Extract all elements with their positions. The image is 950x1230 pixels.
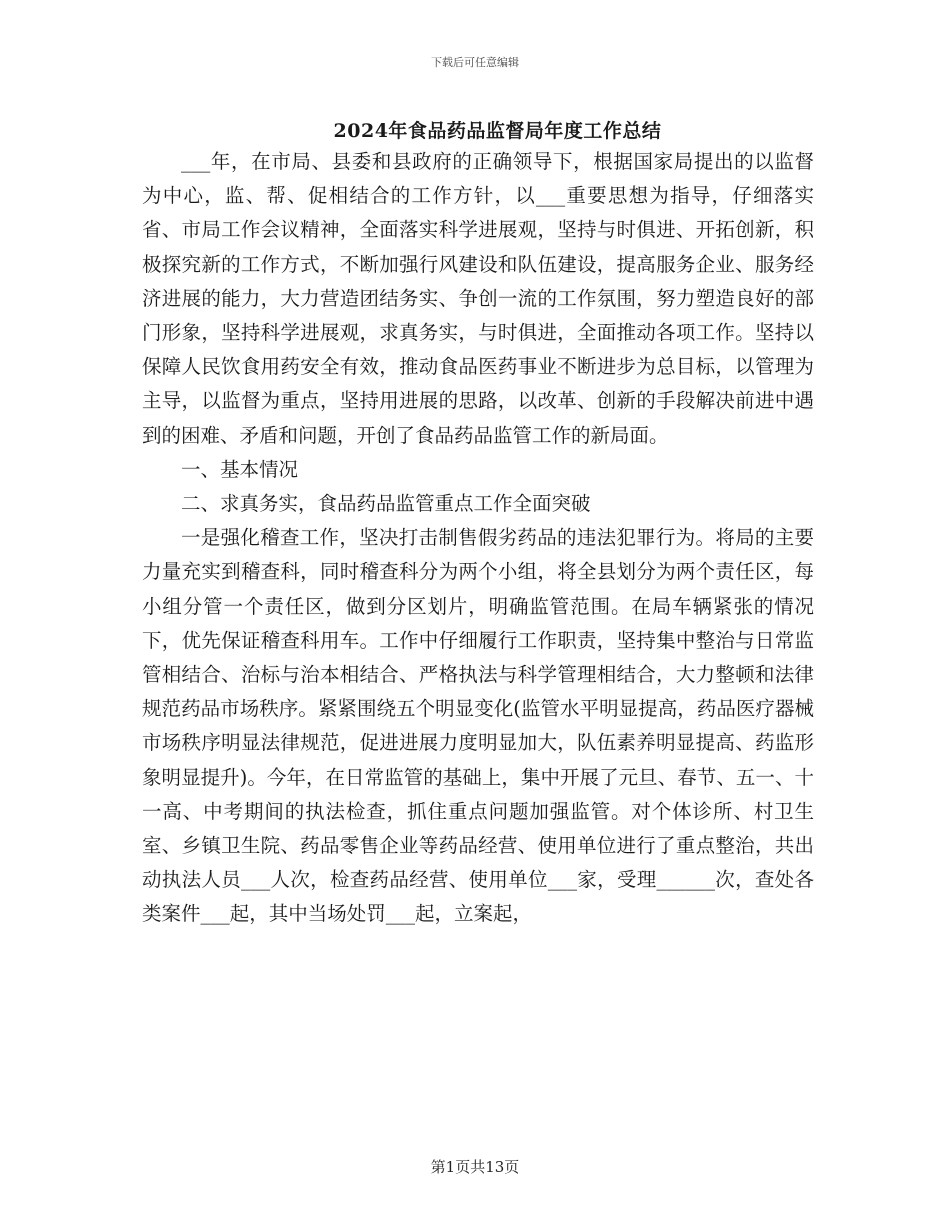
paragraph-inspection: 一是强化稽查工作，坚决打击制售假劣药品的违法犯罪行为。将局的主要力量充实到稽查科，同时稽查科分为两个小组，将全县划分为两个责任区，每小组分管一个责任区，做到分区划片，明确监管范围。在局车辆紧张的情况下，优先保证稽查科用车。工作中仔细履行工作职责，坚持集中整治与日常监管相结合、治标与治本相结合、严格执法与科学管理相结合，大力整顿和法律规范药品市场秩序。紧紧围绕五个明显变化(监管水平明显提高，药品医疗器械市场秩序明显法律规范，促进进展力度明显加大，队伍素养明显提高、药监形象明显提升)。今年，在日常监管的基础上，集中开展了元旦、春节、五一、十一高、中考期间的执法检查，抓住重点问题加强监管。对个体诊所、村卫生室、乡镇卫生院、药品零售企业等药品经营、使用单位进行了重点整治，共出动执法人员___人次，检查药品经营、使用单位___家，受理______次，查处各类案件___起，其中当场处罚___起，立案起， <box>142 526 814 926</box>
document-body <box>142 145 814 932</box>
section-heading-basic: 一、基本情况 <box>181 457 299 481</box>
section-heading-key-work: 二、求真务实，食品药品监管重点工作全面突破 <box>181 492 591 516</box>
header-note: 下载后可任意编辑 <box>431 56 519 69</box>
page-footer: 第1页共13页 <box>430 1158 520 1176</box>
document-title: 2024年食品药品监督局年度工作总结 <box>333 120 662 142</box>
paragraph-intro: ___年，在市局、县委和县政府的正确领导下，根据国家局提出的以监督为中心，监、帮、促相结合的工作方针，以___重要思想为指导，仔细落实省、市局工作会议精神，全面落实科学进展观，坚持与时俱进、开拓创新，积极探究新的工作方式，不断加强行风建设和队伍建设，提高服务企业、服务经济进展的能力，大力营造团结务实、争创一流的工作氛围，努力塑造良好的部门形象，坚持科学进展观，求真务实，与时俱进，全面推动各项工作。坚持以保障人民饮食用药安全有效，推动食品医药事业不断进步为总目标，以管理为主导，以监督为重点，坚持用进展的思路，以改革、创新的手段解决前进中遇到的困难、矛盾和问题，开创了食品药品监管工作的新局面。 <box>142 150 814 447</box>
